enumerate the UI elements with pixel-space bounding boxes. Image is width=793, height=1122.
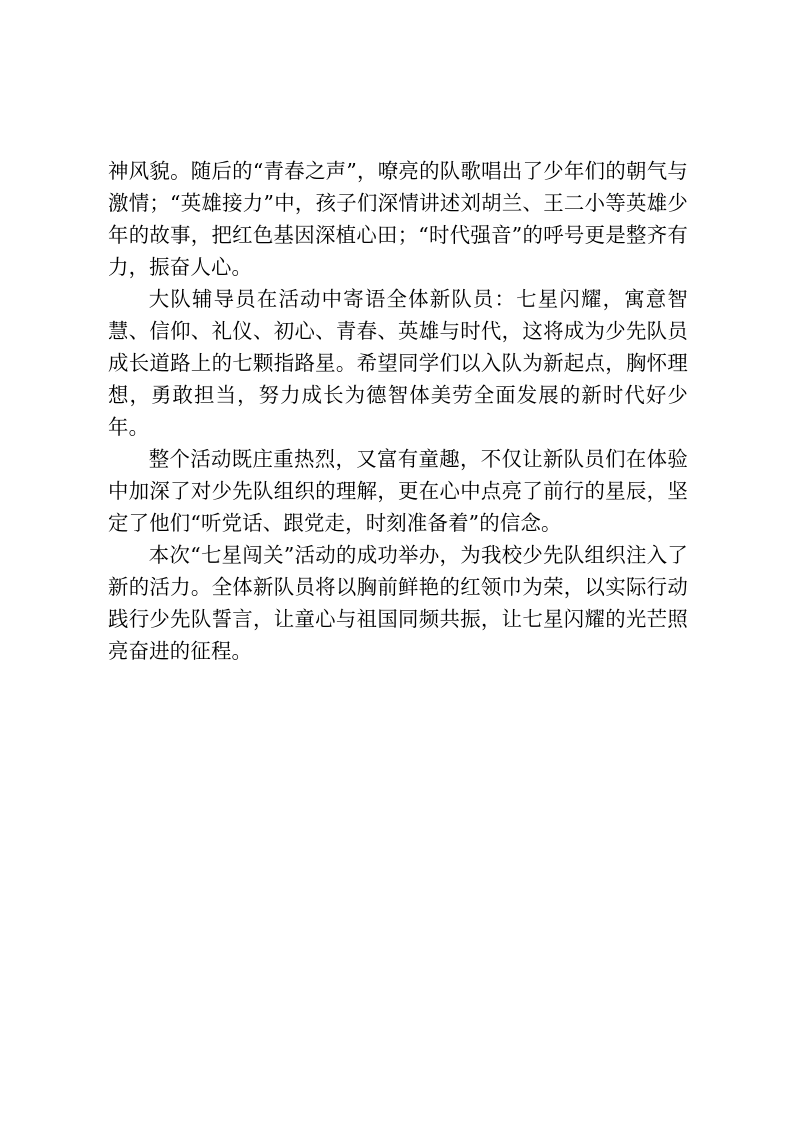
paragraph-activity-summary: 整个活动既庄重热烈，又富有童趣，不仅让新队员们在体验中加深了对少先队组织的理解，更在心中点亮了前行的星辰，坚定了他们“听党话、跟党走，时刻准备着”的信念。 — [108, 447, 688, 535]
paragraph-conclusion: 本次“七星闯关”活动的成功举办，为我校少先队组织注入了新的活力。全体新队员将以胸前鲜艳的红领巾为荣，以实际行动践行少先队誓言，让童心与祖国同频共振，让七星闪耀的光芒照亮奋进的征程。 — [108, 543, 688, 663]
paragraph-continued: 神风貌。随后的“青春之声”，嘹亮的队歌唱出了少年们的朝气与激情；“英雄接力”中，孩子们深情讲述刘胡兰、王二小等英雄少年的故事，把红色基因深植心田；“时代强音”的呼号更是整齐有力，振奋人心。 — [108, 159, 688, 279]
document-body — [108, 155, 688, 667]
paragraph-counselor-message: 大队辅导员在活动中寄语全体新队员：七星闪耀，寓意智慧、信仰、礼仪、初心、青春、英雄与时代，这将成为少先队员成长道路上的七颗指路星。希望同学们以入队为新起点，胸怀理想，勇敢担当，努力成长为德智体美劳全面发展的新时代好少年。 — [108, 287, 688, 439]
